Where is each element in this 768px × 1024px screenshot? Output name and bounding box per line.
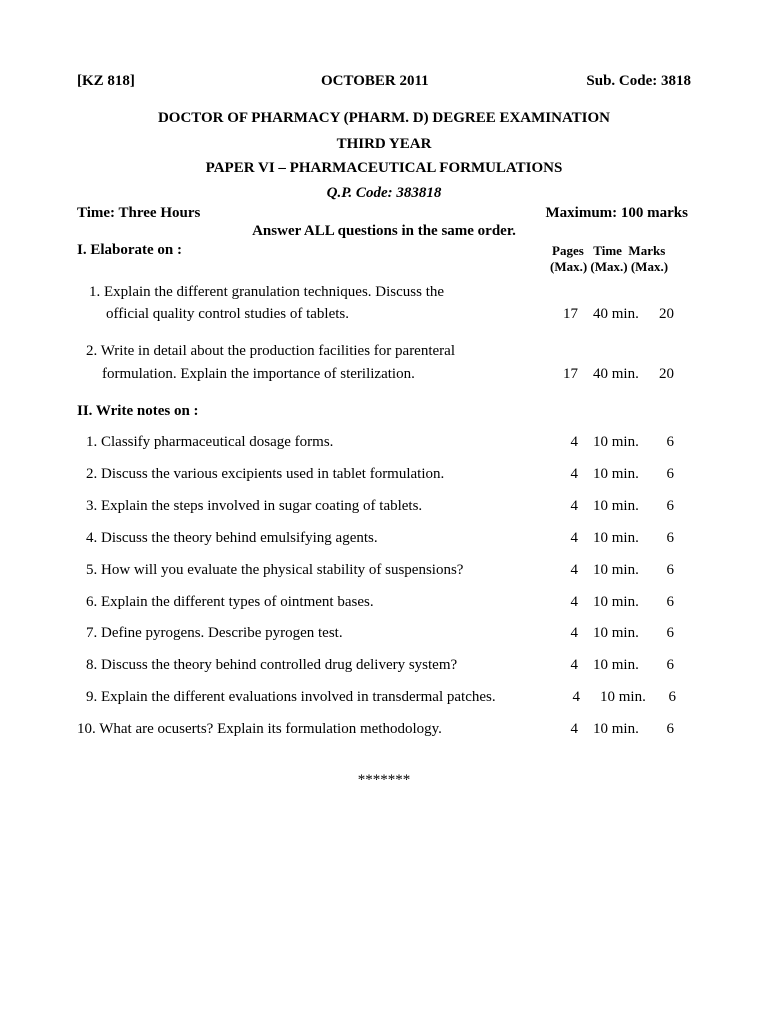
question-text: 5. How will you evaluate the physical stability of suspensions?: [86, 562, 464, 578]
s1-q1-pages: 17: [563, 306, 578, 322]
question-text: 7. Define pyrogens. Describe pyrogen test.: [86, 625, 343, 641]
list-item: [0, 467, 768, 485]
s1-q1-marks: 20: [659, 306, 674, 322]
question-text: 8. Discuss the theory behind controlled drug delivery system?: [86, 657, 458, 673]
question-time: 10 min.: [593, 721, 639, 737]
section2-heading: II. Write notes on :: [77, 403, 199, 419]
question-marks: 6: [666, 594, 674, 610]
question-text: 9. Explain the different evaluations involved in transdermal patches.: [86, 689, 496, 705]
s1-q2-values: [0, 367, 768, 385]
s1-q2-marks: 20: [659, 366, 674, 382]
question-pages: 4: [570, 498, 578, 514]
paper-title: PAPER VI – PHARMACEUTICAL FORMULATIONS: [205, 160, 563, 176]
question-pages: 4: [570, 562, 578, 578]
question-time: 10 min.: [593, 434, 639, 450]
list-item: [0, 499, 768, 517]
section1-heading: I. Elaborate on :: [77, 242, 182, 258]
list-item: [0, 626, 768, 644]
question-marks: 6: [666, 466, 674, 482]
question-time: 10 min.: [593, 562, 639, 578]
question-time: 10 min.: [593, 530, 639, 546]
s1-q1-line1: 1. Explain the different granulation techniques. Discuss the: [89, 284, 445, 300]
s1-q1-values: [0, 307, 768, 325]
instruction: Answer ALL questions in the same order.: [252, 223, 516, 239]
question-text: 6. Explain the different types of ointment bases.: [86, 594, 374, 610]
question-marks: 6: [666, 657, 674, 673]
question-pages: 4: [570, 721, 578, 737]
question-marks: 6: [666, 498, 674, 514]
header-row: [77, 74, 691, 92]
list-item: [0, 595, 768, 613]
maximum-marks: Maximum: 100 marks: [545, 205, 688, 221]
question-pages: 4: [570, 434, 578, 450]
question-time: 10 min.: [593, 498, 639, 514]
question-time: 10 min.: [593, 466, 639, 482]
exam-month-year: OCTOBER 2011: [321, 73, 429, 89]
question-text: 10. What are ocuserts? Explain its formulation methodology.: [77, 721, 442, 737]
s1-q2-line2: formulation. Explain the importance of sterilization.: [102, 366, 415, 382]
question-marks: 6: [666, 562, 674, 578]
question-text: 4. Discuss the theory behind emulsifying agents.: [86, 530, 378, 546]
s1-q1-line2: official quality control studies of tablets.: [106, 306, 350, 322]
question-marks: 6: [666, 721, 674, 737]
question-text: 3. Explain the steps involved in sugar coating of tablets.: [86, 498, 423, 514]
list-item: [0, 722, 768, 740]
qp-code: Q.P. Code: 383818: [326, 185, 442, 201]
question-pages: 4: [570, 466, 578, 482]
question-pages: 4: [570, 530, 578, 546]
exam-title: DOCTOR OF PHARMACY (PHARM. D) DEGREE EXAMINATION: [157, 110, 611, 126]
exam-year: THIRD YEAR: [336, 136, 432, 152]
question-time: 10 min.: [600, 689, 646, 705]
question-time: 10 min.: [593, 594, 639, 610]
s1-q2-line1: 2. Write in detail about the production facilities for parenteral: [86, 343, 455, 359]
question-marks: 6: [666, 625, 674, 641]
list-item: [0, 531, 768, 549]
question-pages: 4: [570, 625, 578, 641]
time-allowed: Time: Three Hours: [77, 205, 201, 221]
exam-code: [KZ 818]: [77, 73, 135, 89]
question-pages: 4: [570, 657, 578, 673]
question-marks: 6: [666, 434, 674, 450]
list-item: [0, 658, 768, 676]
s1-q2-pages: 17: [563, 366, 578, 382]
column-headers-line2: (Max.) (Max.) (Max.): [550, 259, 669, 274]
s1-q2-time: 40 min.: [593, 366, 639, 382]
list-item: [0, 563, 768, 581]
list-item: [0, 435, 768, 453]
question-time: 10 min.: [593, 657, 639, 673]
question-pages: 4: [572, 689, 580, 705]
question-marks: 6: [668, 689, 676, 705]
question-time: 10 min.: [593, 625, 639, 641]
subject-code: Sub. Code: 3818: [586, 73, 691, 89]
column-headers-line1: Pages Time Marks: [552, 243, 666, 258]
question-text: 2. Discuss the various excipients used in tablet formulation.: [86, 466, 445, 482]
s1-q1-time: 40 min.: [593, 306, 639, 322]
end-marker: *******: [357, 772, 411, 788]
list-item: [0, 690, 768, 708]
question-pages: 4: [570, 594, 578, 610]
question-marks: 6: [666, 530, 674, 546]
question-text: 1. Classify pharmaceutical dosage forms.: [86, 434, 334, 450]
